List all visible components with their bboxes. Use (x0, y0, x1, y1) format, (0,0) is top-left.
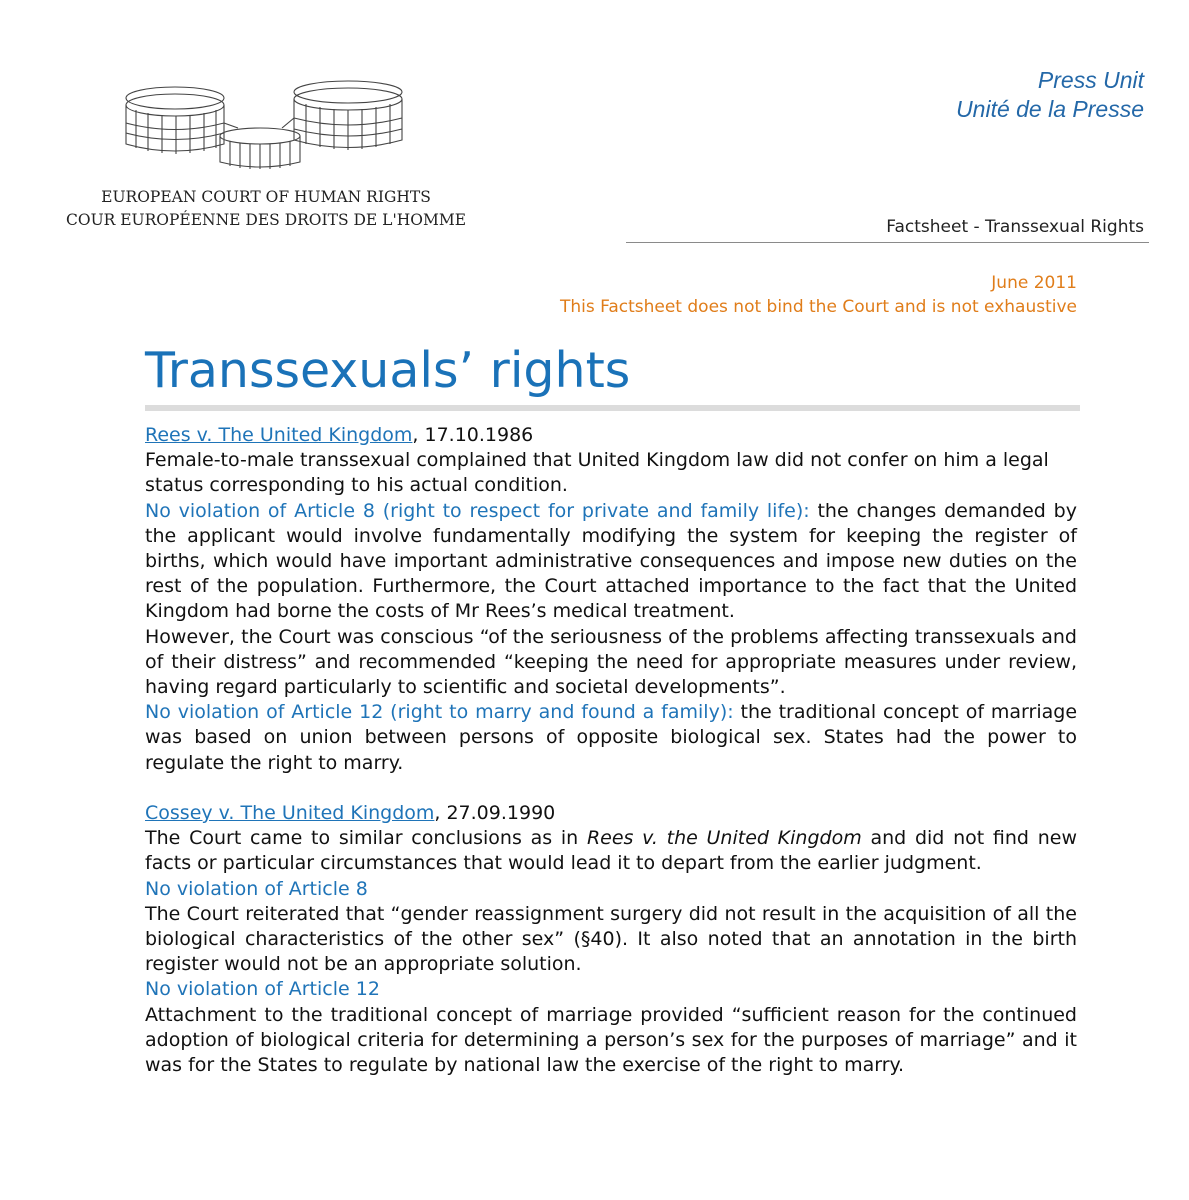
case-note: However, the Court was conscious “of the seriousness of the problems affecting transsexuals and of their distress” and recommended “keeping the need for appropriate measures under review, having regard particularly to scientific and societal developments”. (145, 625, 1077, 699)
press-unit (956, 66, 1144, 124)
case-heading (145, 801, 1077, 826)
finding-text: the changes demanded by the applicant would involve fundamentally modifying the system for keeping the register of births, which would have important administrative consequences and impose new duties on the rest of the population. Furthermore, the Court attached importance to the fact that the United Kingdom had borne the costs of Mr Rees’s medical treatment. (145, 499, 1077, 623)
finding-text: the traditional concept of marriage was based on union between persons of opposite biological sex. States had the power to regulate the right to marry. (145, 701, 1078, 774)
page-title: Transsexuals’ rights (145, 342, 631, 399)
court-name-en: EUROPEAN COURT OF HUMAN RIGHTS (101, 188, 431, 206)
case-finding (145, 499, 1077, 625)
summary-case-reference: Rees v. the United Kingdom (586, 827, 862, 850)
case-link-rees[interactable]: Rees v. The United Kingdom (145, 424, 413, 446)
finding-text: Attachment to the traditional concept of marriage provided “sufficient reason for the continued adoption of biological criteria for determining a person’s sex for the purposes of marriage” and it was for the States to regulate by national law the exercise of the right to marry. (145, 1003, 1077, 1077)
case-summary (145, 826, 1077, 876)
finding-heading: No violation of Article 8 (right to respect for private and family life): (145, 499, 810, 522)
finding-heading: No violation of Article 8 (145, 877, 368, 900)
press-unit-fr: Unité de la Presse (956, 96, 1144, 122)
factsheet-content (145, 423, 1077, 1078)
finding-heading: No violation of Article 12 (right to marry and found a family): (145, 701, 734, 724)
case-spacer (145, 776, 1077, 801)
case-heading (145, 423, 1077, 448)
summary-text: and did not find new facts or particular circumstances that would lead it to depart from the earlier judgment. (145, 827, 1077, 875)
case-finding (145, 700, 1077, 776)
case-summary: Female-to-male transsexual complained that United Kingdom law did not confer on him a legal status corresponding to his actual condition. (145, 449, 1049, 497)
court-logo (66, 78, 466, 238)
factsheet-meta (560, 271, 1077, 319)
header-divider (626, 242, 1149, 243)
title-underline (145, 405, 1080, 411)
case-date: , 27.09.1990 (434, 802, 556, 825)
factsheet-label: Factsheet - Transsexual Rights (886, 217, 1144, 237)
finding-heading: No violation of Article 12 (145, 978, 380, 1001)
factsheet-date: June 2011 (991, 273, 1077, 293)
court-building-icon (118, 78, 418, 178)
press-unit-en: Press Unit (1037, 67, 1144, 93)
finding-text: The Court reiterated that “gender reassignment surgery did not result in the acquisition of all the biological characteristics of the other sex” (§40). It also noted that an annotation in the birth register would not be an appropriate solution. (145, 902, 1077, 976)
case-link-cossey[interactable]: Cossey v. The United Kingdom (145, 802, 435, 825)
case-date: , 17.10.1986 (412, 424, 534, 446)
summary-text: The Court came to similar conclusions as in (145, 827, 587, 850)
court-name-fr: COUR EUROPÉENNE DES DROITS DE L'HOMME (66, 211, 467, 229)
factsheet-disclaimer: This Factsheet does not bind the Court and is not exhaustive (559, 297, 1077, 317)
